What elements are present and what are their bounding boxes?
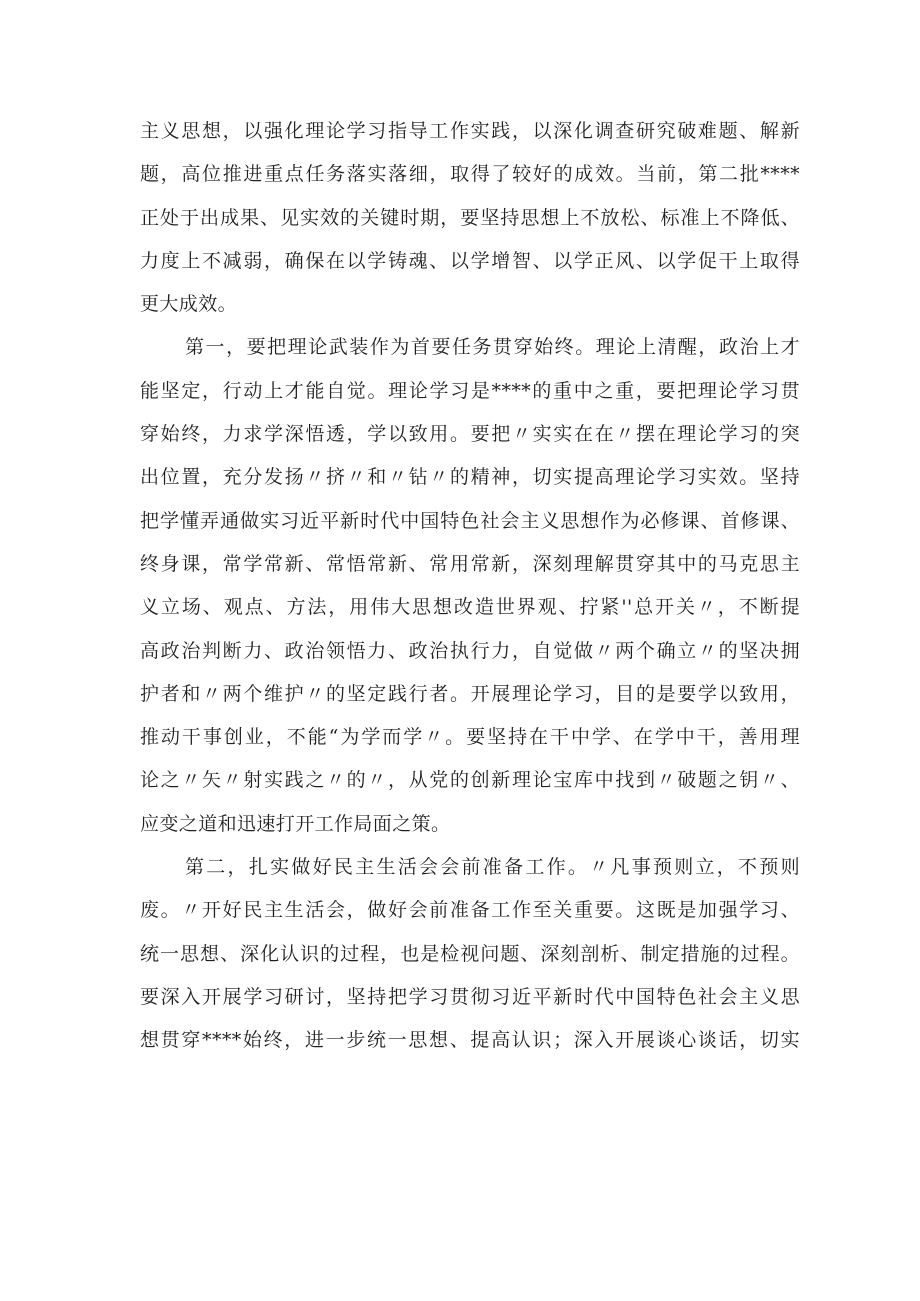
text-line: 统一思想、深化认识的过程，也是检视问题、深刻剖析、制定措施的过程。: [140, 942, 800, 965]
text-line: 义立场、观点、方法，用伟大思想改造世界观、拧紧''总开关〃，不断提: [140, 596, 800, 619]
text-line: 想贯穿****始终，进一步统一思想、提高认识；深入开展谈心谈话，切实: [140, 1029, 800, 1052]
text-line: 推动干事创业，不能“为学而学〃。要坚持在干中学、在学中干，善用理: [140, 726, 800, 749]
text-line: 出位置，充分发扬〃挤〃和〃钻〃的精神，切实提高理论学习实效。坚持: [140, 466, 800, 489]
paragraph-first-point: [140, 326, 800, 846]
text-line: 要深入开展学习研讨，坚持把学习贯彻习近平新时代中国特色社会主义思: [140, 985, 800, 1008]
text-line: 题，高位推进重点任务落实落细，取得了较好的成效。当前，第二批****: [140, 163, 800, 186]
text-line: 更大成效。: [140, 293, 238, 316]
text-line: 主义思想，以强化理论学习指导工作实践，以深化调查研究破难题、解新: [140, 120, 800, 142]
text-line: 高政治判断力、政治领悟力、政治执行力，自觉做〃两个确立〃的坚决拥: [140, 639, 800, 662]
document-body: [140, 110, 800, 1063]
text-line: 终身课，常学常新、常悟常新、常用常新，深刻理解贯穿其中的马克思主: [140, 552, 800, 575]
text-line: 应变之道和迅速打开工作局面之策。: [140, 812, 451, 835]
paragraph-second-point: [140, 846, 800, 1062]
text-line: 把学懂弄通做实习近平新时代中国特色社会主义思想作为必修课、首修课、: [140, 509, 800, 532]
text-line: 穿始终，力求学深悟透，学以致用。要把〃实实在在〃摆在理论学习的突: [140, 423, 800, 446]
text-line: 力度上不减弱，确保在以学铸魂、以学增智、以学正风、以学促干上取得: [140, 249, 800, 272]
text-line: 论之〃矢〃射实践之〃的〃，从党的创新理论宝库中找到〃破题之钥〃、: [140, 769, 800, 792]
text-line: 能坚定，行动上才能自觉。理论学习是****的重中之重，要把理论学习贯: [140, 379, 800, 402]
paragraph-continuation: [140, 110, 800, 326]
text-line: 正处于出成果、见实效的关键时期，要坚持思想上不放松、标准上不降低、: [140, 206, 800, 229]
text-line: 护者和〃两个维护〃的坚定践行者。开展理论学习，目的是要学以致用，: [140, 682, 800, 705]
text-line: 废。〃开好民主生活会，做好会前准备工作至关重要。这既是加强学习、: [140, 899, 800, 922]
text-line: 第二，扎实做好民主生活会会前准备工作。〃凡事预则立，不预则: [185, 856, 800, 879]
text-line: 第一，要把理论武装作为首要任务贯穿始终。理论上清醒，政治上才: [185, 336, 800, 359]
